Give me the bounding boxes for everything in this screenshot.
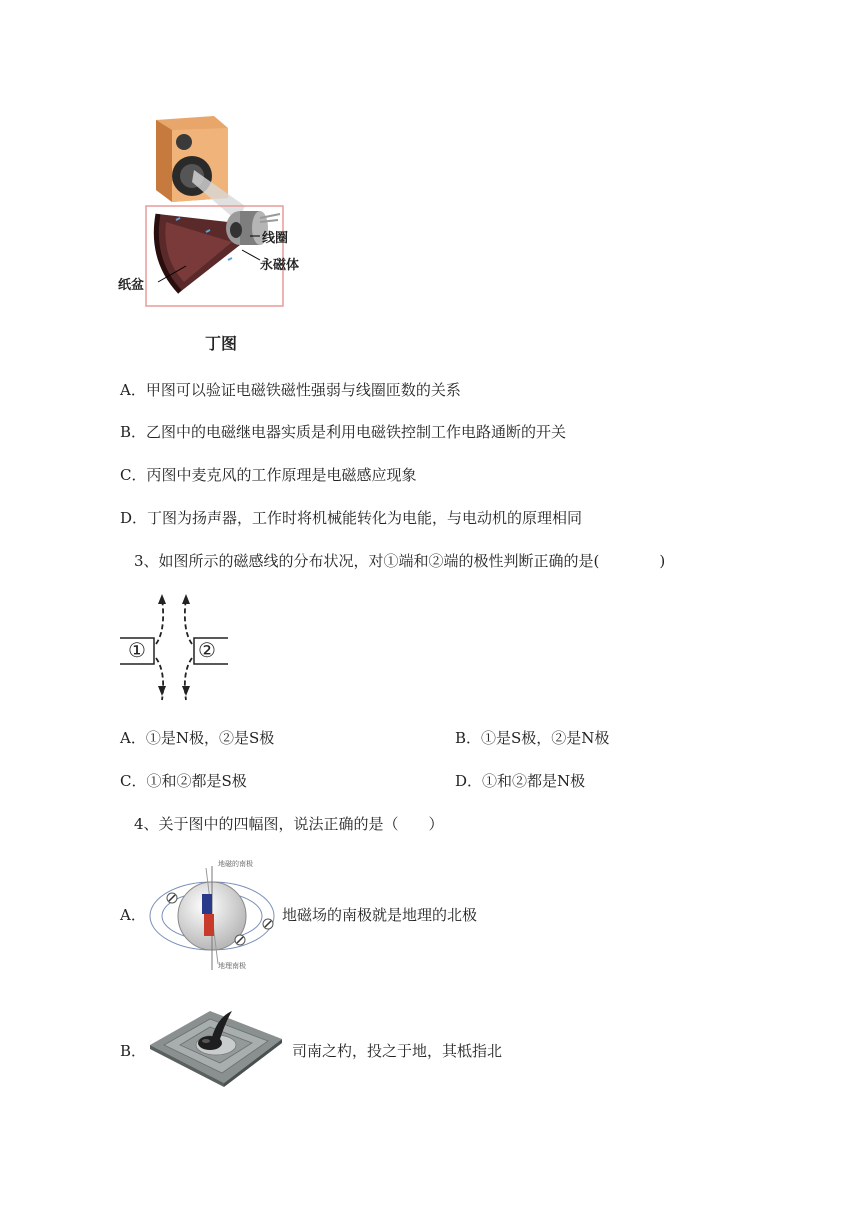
q2-option-a: A．甲图可以验证电磁铁磁性强弱与线圈匝数的关系	[120, 381, 461, 399]
geomagnetic-south-label: 地磁的南极	[218, 860, 253, 868]
q2-option-c: C．丙图中麦克风的工作原理是电磁感应现象	[120, 466, 417, 484]
q3-option-c: C．①和②都是S极	[120, 772, 247, 790]
q3-option-a: A．①是N极，②是S极	[120, 729, 275, 747]
coil-label: 线圈	[262, 231, 289, 246]
loudspeaker-illustration	[110, 110, 310, 330]
earth-magnetic-field-figure	[146, 858, 278, 974]
end-2-label: ②	[198, 638, 216, 662]
earth-field-diagram	[146, 858, 278, 974]
q4-stem: 4、关于图中的四幅图，说法正确的是（ ）	[134, 815, 444, 833]
end-1-label: ①	[128, 638, 146, 662]
q2-option-d: D．丁图为扬声器，工作时将机械能转化为电能，与电动机的原理相同	[120, 509, 583, 527]
magnet-label: 永磁体	[260, 258, 300, 273]
q4-option-a-letter: A．	[120, 906, 146, 924]
q3-option-b: B．①是S极，②是N极	[455, 729, 610, 747]
q4-option-b-text: 司南之杓，投之于地，其柢指北	[292, 1042, 503, 1060]
magnetic-field-figure	[120, 592, 228, 704]
cone-label: 纸盆	[118, 278, 145, 293]
figure-ding-caption: 丁图	[205, 334, 238, 353]
sinan-compass-figure	[146, 1005, 286, 1087]
q3-option-d: D．①和②都是N极	[455, 772, 586, 790]
q2-option-b: B．乙图中的电磁继电器实质是利用电磁铁控制工作电路通断的开关	[120, 423, 567, 441]
q4-option-b-letter: B．	[120, 1042, 147, 1060]
q4-option-a-text: 地磁场的南极就是地理的北极	[282, 906, 478, 924]
sinan-illustration	[146, 1005, 286, 1087]
q3-stem: 3、如图所示的磁感线的分布状况，对①端和②端的极性判断正确的是( )	[134, 552, 666, 570]
loudspeaker-figure	[110, 110, 310, 330]
geographic-south-label: 地理南极	[218, 962, 246, 970]
